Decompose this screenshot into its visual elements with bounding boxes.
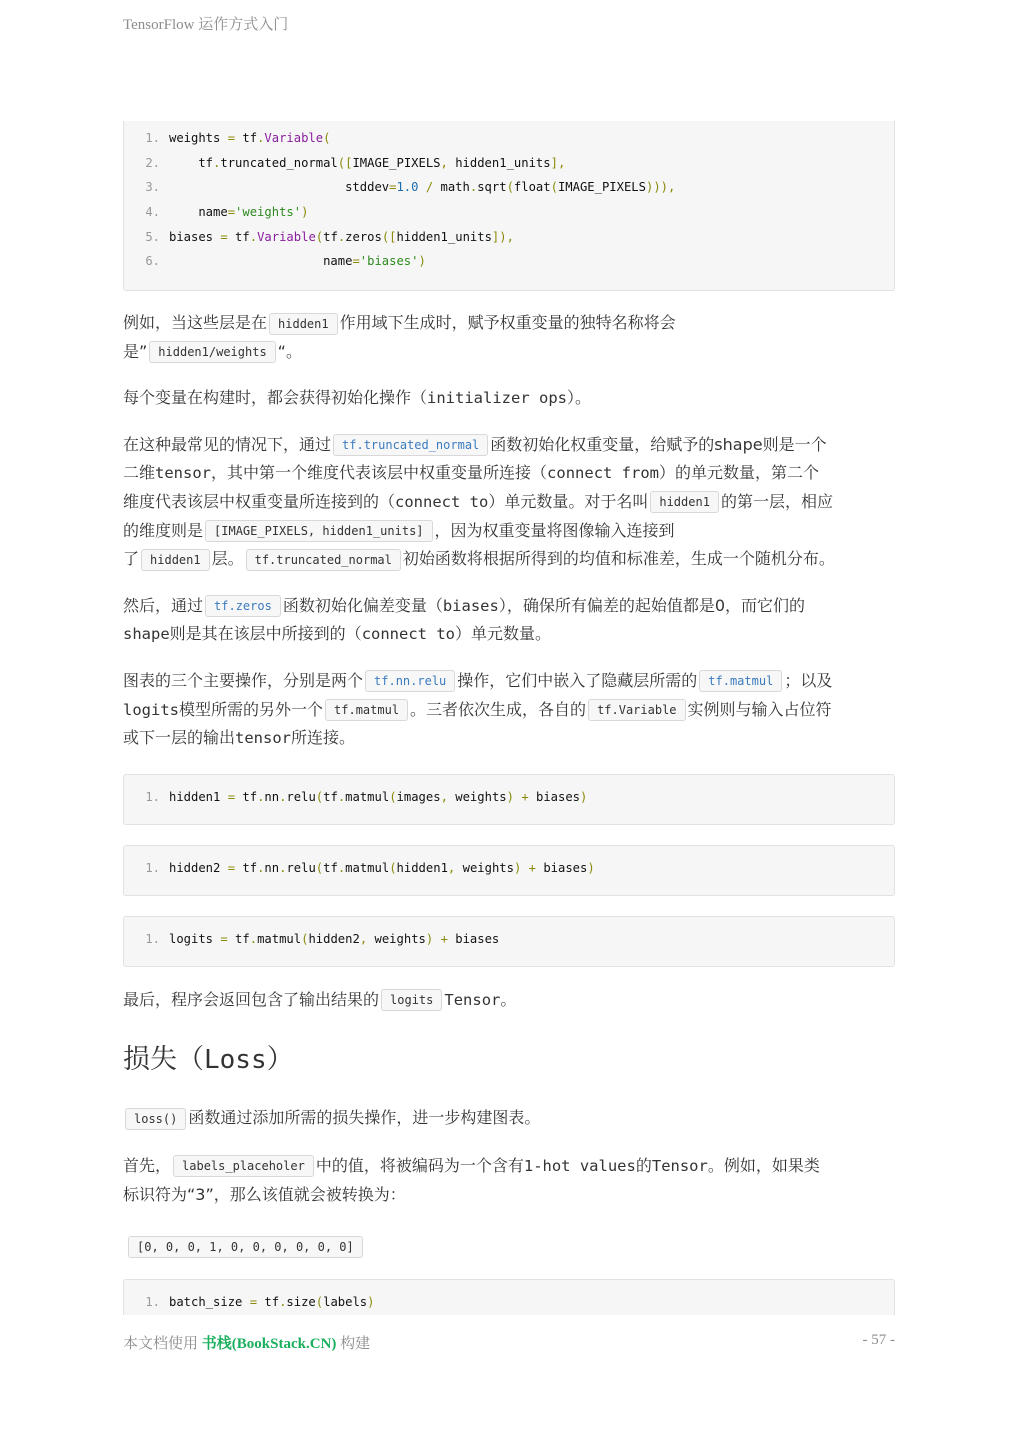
line-number: 1.: [145, 789, 160, 804]
code-text: stddev=1.0 / math.sqrt(float(IMAGE_PIXELS))),: [169, 180, 676, 195]
inline-code-tf-variable: tf.Variable: [588, 699, 685, 721]
line-number: 2.: [145, 155, 160, 170]
text: 最后，程序会返回包含了输出结果的: [123, 989, 380, 1009]
mono-text: 1-hot values: [523, 1156, 636, 1175]
code-line: [124, 785, 894, 810]
text: 函数初始化偏差变量（: [282, 595, 443, 615]
text: 损失（: [123, 1044, 204, 1076]
text: 的维度则是: [123, 520, 204, 540]
code-line: [124, 1290, 894, 1315]
line-number: 1.: [145, 931, 160, 946]
code-text: name='weights'): [169, 205, 309, 220]
mono-text: Loss: [204, 1045, 267, 1076]
text: ）: [266, 1044, 294, 1076]
text: 的: [635, 1155, 652, 1175]
text: 函数初始化权重变量，给赋予的shape则是一个: [490, 434, 827, 454]
text: 初始函数将根据所得到的均值和标准差，生成一个随机分布。: [402, 549, 835, 569]
paragraph-one-hot-array: [123, 1232, 895, 1261]
text: ）单元数量。对于名叫: [488, 491, 649, 511]
text: ）。: [567, 388, 592, 408]
text: 操作，它们中嵌入了隐藏层所需的: [457, 670, 698, 690]
line-number: 1.: [145, 131, 160, 145]
inline-code-shape: [IMAGE_PIXELS, hidden1_units]: [205, 520, 433, 542]
page-header-title: TensorFlow 运作方式入门: [123, 17, 289, 33]
text: 首先，: [123, 1155, 172, 1175]
text: 。: [500, 989, 517, 1009]
text: 在这种最常见的情况下，通过: [123, 434, 332, 454]
code-text: hidden2 = tf.nn.relu(tf.matmul(hidden1, weights) + biases): [169, 860, 595, 875]
inline-code-loss: loss(): [125, 1108, 186, 1130]
text: 例如，当这些层是在: [123, 313, 268, 332]
mono-text: connect from: [547, 464, 660, 483]
text: 层。: [211, 549, 244, 569]
line-number: 1.: [145, 1294, 160, 1309]
code-text: logits = tf.matmul(hidden2, weights) + biases: [169, 931, 500, 946]
text: 实例则与输入占位符: [687, 699, 832, 719]
text: “。: [277, 341, 302, 361]
code-line: [124, 927, 894, 952]
inline-code-one-hot-array: [0, 0, 0, 1, 0, 0, 0, 0, 0, 0]: [128, 1236, 363, 1258]
code-text: hidden1 = tf.nn.relu(tf.matmul(images, weights) + biases): [169, 789, 588, 804]
code-block-batch-size: [123, 1279, 895, 1315]
document-body: [123, 121, 895, 1315]
paragraph-initializer-ops: [123, 384, 895, 413]
text: 是”: [123, 341, 148, 361]
text: 。三者依次生成，各自的: [410, 699, 587, 719]
code-line: [124, 200, 894, 225]
code-line: [124, 856, 894, 881]
code-line: [124, 175, 894, 200]
inline-code-hidden1: hidden1: [650, 491, 719, 513]
text: 图表的三个主要操作，分别是两个: [123, 670, 364, 690]
code-line: [124, 126, 894, 151]
code-block-hidden1: [123, 774, 895, 825]
inline-code-labels-placeholer: labels_placeholer: [173, 1155, 314, 1177]
paragraph-scope-name: [123, 309, 895, 366]
inline-link-tf-nn-relu[interactable]: tf.nn.relu: [365, 670, 455, 692]
text: 函数通过添加所需的损失操作，进一步构建图表。: [188, 1108, 541, 1128]
text: 然后，通过: [123, 595, 204, 615]
page-footer: [123, 1332, 895, 1353]
section-heading-loss: [123, 1040, 895, 1080]
mono-text: shape: [123, 625, 170, 644]
line-number: 1.: [145, 860, 160, 875]
line-number: 3.: [145, 180, 160, 195]
text: 作用域下生成时，赋予权重变量的独特名称将会: [339, 313, 676, 332]
text: ；以及: [784, 670, 833, 690]
paragraph-truncated-normal: [123, 431, 895, 574]
line-number: 6.: [145, 254, 160, 269]
text: 二维: [123, 463, 156, 483]
code-text: batch_size = tf.size(labels): [169, 1294, 375, 1309]
code-line: [124, 225, 894, 250]
paragraph-one-hot: [123, 1152, 895, 1209]
code-block-logits: [123, 916, 895, 967]
mono-text: connect to: [395, 492, 489, 511]
mono-text: logits: [123, 700, 179, 719]
mono-text: tensor: [235, 729, 292, 748]
code-text: name='biases'): [169, 254, 426, 269]
paragraph-return-logits: [123, 986, 895, 1015]
text: ）的单元数量，第二个: [659, 463, 820, 483]
code-block-weights-biases: [123, 121, 895, 291]
footer-suffix: 构建: [340, 1336, 371, 1352]
inline-link-tf-zeros[interactable]: tf.zeros: [205, 595, 281, 617]
line-number: 4.: [145, 205, 160, 220]
code-line: [124, 151, 894, 176]
code-text: tf.truncated_normal([IMAGE_PIXELS, hidden1_units],: [169, 155, 566, 170]
text: ，其中第一个维度代表该层中权重变量所连接（: [211, 463, 548, 483]
code-block-hidden2: [123, 845, 895, 896]
inline-link-tf-matmul[interactable]: tf.matmul: [699, 670, 782, 692]
mono-text: connect to: [361, 625, 456, 644]
code-text: biases = tf.Variable(tf.zeros([hidden1_units]),: [169, 229, 514, 244]
inline-code-hidden1-weights: hidden1/weights: [149, 341, 275, 363]
line-number: 5.: [145, 229, 160, 244]
text: ）单元数量。: [455, 624, 552, 644]
text: 则是其在该层中所接到的（: [169, 624, 362, 644]
mono-text: biases: [442, 596, 499, 615]
mono-text: initializer ops: [427, 389, 567, 408]
inline-code-tf-matmul: tf.matmul: [325, 699, 408, 721]
inline-code-logits: logits: [381, 989, 442, 1011]
inline-code-hidden1: hidden1: [269, 313, 338, 335]
mono-text: Tensor: [651, 1156, 708, 1175]
text: ），确保所有偏差的起始值都是0，而它们的: [498, 595, 806, 615]
text: 的第一层，相应: [720, 491, 833, 511]
code-line: [124, 249, 894, 274]
text: ，因为权重变量将图像输入连接到: [434, 520, 675, 540]
paragraph-main-ops: [123, 667, 895, 753]
text: 了: [123, 549, 140, 569]
code-text: weights = tf.Variable(: [169, 131, 331, 145]
footer-brand-link[interactable]: 书栈(BookStack.CN): [201, 1336, 337, 1352]
paragraph-loss-fn: [123, 1104, 895, 1133]
text: 。例如，如果类: [707, 1155, 820, 1175]
inline-code-hidden1: hidden1: [141, 549, 210, 571]
text: 中的值，将被编码为一个含有: [315, 1155, 524, 1175]
inline-link-tf-truncated-normal[interactable]: tf.truncated_normal: [333, 434, 488, 456]
paragraph-tf-zeros: [123, 592, 895, 649]
footer-prefix: 本文档使用: [123, 1336, 199, 1352]
text: 标识符为“3”，那么该值就会被转换为：: [123, 1184, 406, 1204]
mono-text: Tensor: [444, 990, 501, 1009]
text: 所连接。: [291, 728, 356, 748]
text: 维度代表该层中权重变量所连接到的（: [123, 491, 396, 511]
text: 每个变量在构建时，都会获得初始化操作（: [123, 388, 428, 408]
mono-text: tensor: [155, 464, 212, 483]
inline-code-tf-truncated-normal: tf.truncated_normal: [246, 549, 401, 571]
page-number: - 57 -: [862, 1332, 895, 1348]
text: 模型所需的另外一个: [179, 699, 324, 719]
text: 或下一层的输出: [123, 728, 236, 748]
